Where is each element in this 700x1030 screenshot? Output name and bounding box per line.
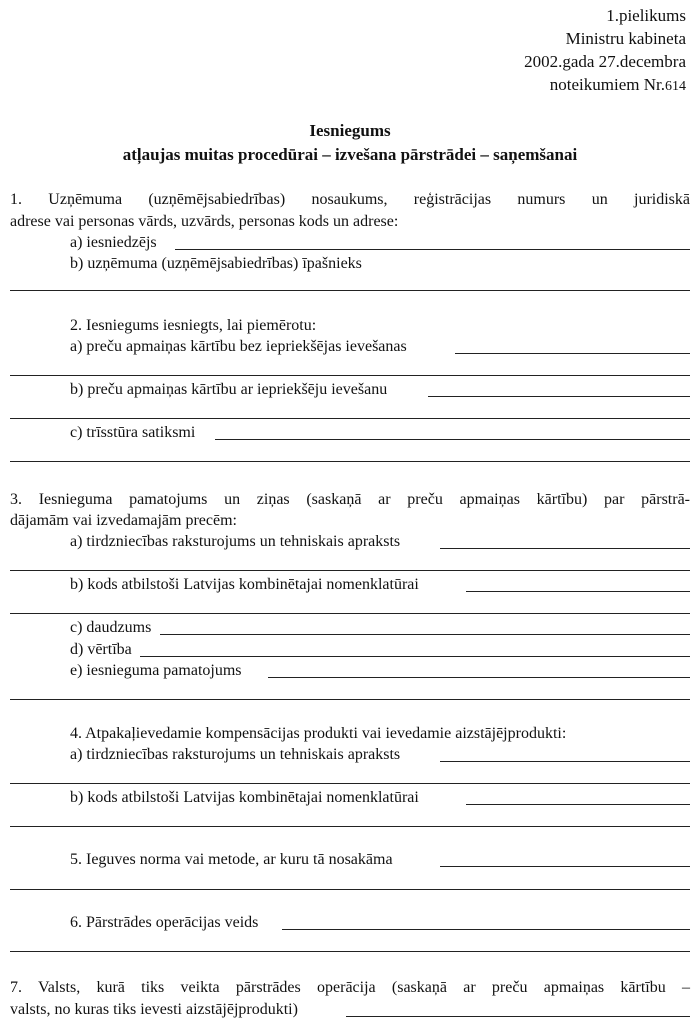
section7-text-line1: 7. Valsts, kurā tiks veikta pārstrādes operācija (saskaņā ar preču apmaiņas kārtību – bbox=[10, 979, 690, 996]
section4-heading: 4. Atpakaļievedamie kompensācijas produkti vai ievedamie aizstājējprodukti: bbox=[70, 725, 567, 742]
section3-item-e-label: e) iesnieguma pamatojums bbox=[70, 662, 242, 679]
section2-item-c-field-cont[interactable] bbox=[10, 461, 690, 462]
annex-issuer: Ministru kabineta bbox=[565, 29, 686, 48]
section2-item-a-field[interactable] bbox=[455, 353, 690, 354]
section3-text-line1: 3. Iesnieguma pamatojums un ziņas (saskaņā ar preču apmaiņas kārtību) par pārstrā- bbox=[10, 491, 690, 508]
section3-item-e-field[interactable] bbox=[268, 677, 690, 678]
section4-item-b-field-cont[interactable] bbox=[10, 826, 690, 827]
section7-text-line2: valsts, no kuras tiks ievesti aizstājējprodukti) bbox=[10, 1001, 298, 1018]
section3-item-d-field[interactable] bbox=[140, 656, 690, 657]
section3-item-c-label: c) daudzums bbox=[70, 619, 152, 636]
section4-item-b-label: b) kods atbilstoši Latvijas kombinētajai nomenklatūrai bbox=[70, 789, 419, 806]
section1-item-a-label: a) iesniedzējs bbox=[70, 234, 157, 251]
section4-item-a-field[interactable] bbox=[440, 761, 690, 762]
section1-text-line2: adrese vai personas vārds, uzvārds, personas kods un adrese: bbox=[10, 213, 399, 230]
section7-field[interactable] bbox=[346, 1016, 690, 1017]
annex-regulation bbox=[524, 73, 686, 98]
section3-item-b-field[interactable] bbox=[466, 591, 690, 592]
section3-item-d-label: d) vērtība bbox=[70, 641, 132, 658]
section6-field[interactable] bbox=[282, 929, 690, 930]
section4-item-b-field[interactable] bbox=[466, 804, 690, 805]
annex-header bbox=[524, 4, 686, 98]
section1-item-b-label: b) uzņēmuma (uzņēmējsabiedrības) īpašnieks bbox=[70, 255, 362, 272]
section5-label: 5. Ieguves norma vai metode, ar kuru tā nosakāma bbox=[70, 851, 393, 868]
section3-item-b-label: b) kods atbilstoši Latvijas kombinētajai nomenklatūrai bbox=[70, 576, 419, 593]
annex-regulation-number: 614 bbox=[665, 79, 686, 94]
section3-item-a-field-cont[interactable] bbox=[10, 570, 690, 571]
annex-date: 2002.gada 27.decembra bbox=[524, 52, 686, 71]
section3-item-e-field-cont[interactable] bbox=[10, 699, 690, 700]
section3-text-line2: dājamām vai izvedamajām precēm: bbox=[10, 512, 237, 529]
section2-item-a-label: a) preču apmaiņas kārtību bez iepriekšējas ievešanas bbox=[70, 338, 407, 355]
section3-item-a-field[interactable] bbox=[440, 548, 690, 549]
section3-item-c-field[interactable] bbox=[160, 634, 690, 635]
section4-item-a-field-cont[interactable] bbox=[10, 783, 690, 784]
section2-item-c-label: c) trīsstūra satiksmi bbox=[70, 424, 196, 441]
section6-label: 6. Pārstrādes operācijas veids bbox=[70, 914, 259, 931]
section2-item-c-field[interactable] bbox=[215, 439, 690, 440]
section2-item-b-field[interactable] bbox=[428, 396, 690, 397]
section1-item-a-field[interactable] bbox=[175, 249, 690, 250]
section1-item-b-field[interactable] bbox=[10, 290, 690, 291]
section2-item-b-label: b) preču apmaiņas kārtību ar iepriekšēju ievešanu bbox=[70, 381, 388, 398]
section3-item-b-field-cont[interactable] bbox=[10, 613, 690, 614]
document-subtitle: atļaujas muitas procedūrai – izvešana pārstrādei – saņemšanai bbox=[122, 145, 578, 164]
section3-item-a-label: a) tirdzniecības raksturojums un tehniskais apraksts bbox=[70, 533, 401, 550]
annex-number: 1.pielikums bbox=[606, 6, 686, 25]
section1-text-line1: 1. Uzņēmuma (uzņēmējsabiedrības) nosaukums, reģistrācijas numurs un juridiskā bbox=[10, 191, 690, 208]
section2-heading: 2. Iesniegums iesniegts, lai piemērotu: bbox=[70, 317, 317, 334]
section6-field-cont[interactable] bbox=[10, 951, 690, 952]
section5-field-cont[interactable] bbox=[10, 889, 690, 890]
annex-regulation-text: noteikumiem Nr. bbox=[549, 75, 665, 94]
section5-field[interactable] bbox=[440, 866, 690, 867]
document-title: Iesniegums bbox=[309, 121, 391, 140]
section4-item-a-label: a) tirdzniecības raksturojums un tehniskais apraksts bbox=[70, 746, 401, 763]
section2-item-a-field-cont[interactable] bbox=[10, 375, 690, 376]
section2-item-b-field-cont[interactable] bbox=[10, 418, 690, 419]
